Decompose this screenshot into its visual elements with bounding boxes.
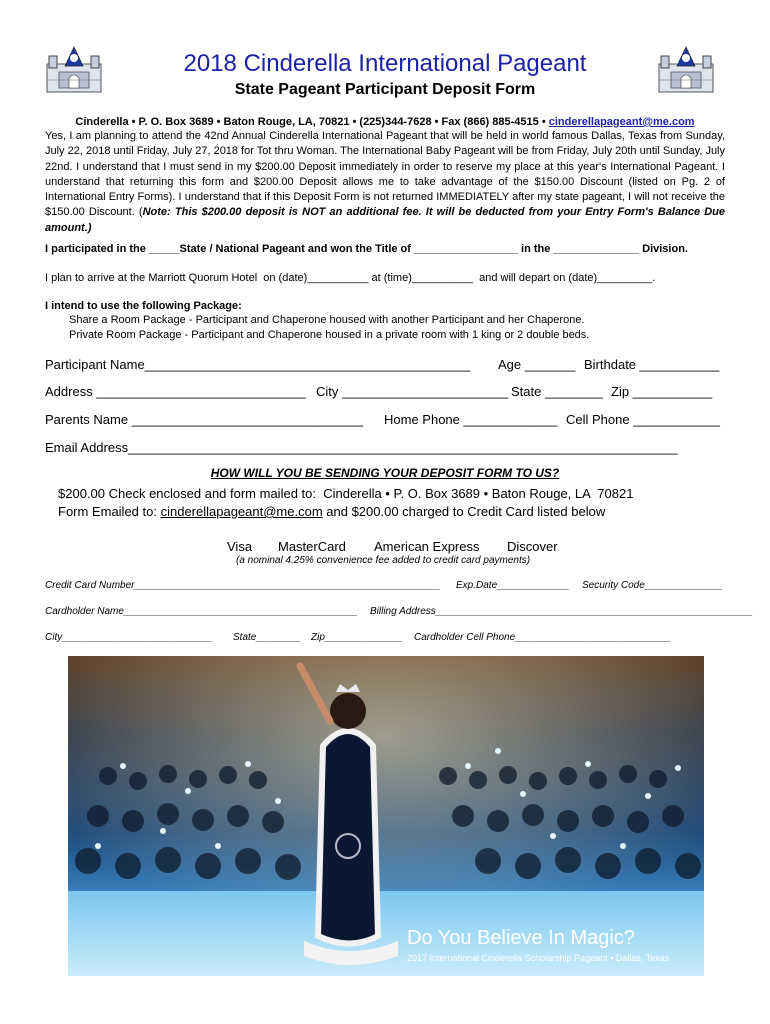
cardholder-name-field[interactable]: Cardholder Name__________________________________________ [45, 606, 358, 617]
city-field[interactable]: City _______________________ [316, 384, 509, 399]
photo-headline: Do You Believe In Magic? [407, 927, 635, 949]
card-option-amex[interactable]: American Express [374, 539, 480, 554]
intro-paragraph [45, 129, 725, 236]
intro-text: Yes, I am planning to attend the 42nd Annual Cinderella International Pageant that will be held in world famous Dallas, Texas from Sunday, July 22, 2018 until Friday, July 27, 2018 for Tot thru Woman. The International Baby Pageant will be from Friday, July 20th until Sunday, July 22nd. I understand that I must send in my $200.00 Deposit immediately in order to reserve my place at this year's International Pageant. I understand that returning this form and $200.00 Deposit allows me to take advantage of the $150.00 Discount (listed on Pg. 2 of International Entry Forms). I understand that if this Deposit Form is not returned IMMEDIATELY after my state pageant, I will not receive the $150.00 Discount. ( [45, 130, 725, 219]
page-title: 2018 Cinderella International Pageant [183, 50, 587, 77]
intro-note: Note: This $200.00 deposit is NOT an additional fee. It will be deducted from your Entry Form's Balance Due amount.) [45, 206, 726, 234]
participation-line[interactable]: I participated in the _____State / National Pageant and won the Title of _________________ in the ______________ Division. [45, 243, 688, 255]
card-number-field[interactable]: Credit Card Number_______________________________________________________ [45, 580, 441, 591]
form-subtitle: State Pageant Participant Deposit Form [234, 81, 536, 98]
deposit-email-suffix: and $200.00 charged to Credit Card listed below [322, 504, 606, 519]
deposit-email-prefix: Form Emailed to: [58, 504, 161, 519]
cardholder-cell-field[interactable]: Cardholder Cell Phone____________________________ [414, 632, 671, 643]
exp-date-field[interactable]: Exp.Date_____________ [456, 580, 570, 591]
billing-address-field[interactable]: Billing Address_________________________________________________________ [370, 606, 753, 617]
deposit-option-email[interactable] [58, 504, 605, 519]
security-code-field[interactable]: Security Code______________ [582, 580, 723, 591]
email-field[interactable]: Email Address____________________________________________________________________________ [45, 440, 678, 455]
contact-line [0, 116, 770, 128]
arrival-line[interactable]: I plan to arrive at the Marriott Quorum Hotel on (date)__________ at (time)__________ and will depart on (date)_________. [45, 272, 656, 284]
card-option-discover[interactable]: Discover [507, 539, 558, 554]
parents-name-field[interactable]: Parents Name ________________________________ [45, 412, 364, 427]
card-option-visa[interactable]: Visa [227, 539, 253, 554]
contact-info: Cinderella • P. O. Box 3689 • Baton Rouge, LA, 70821 • (225)344-7628 • Fax (866) 885-4515 • [75, 116, 549, 128]
contact-email-link[interactable]: cinderellapageant@me.com [548, 116, 695, 128]
deposit-option-check[interactable]: $200.00 Check enclosed and form mailed to: Cinderella • P. O. Box 3689 • Baton Rouge, LA 70821 [58, 486, 634, 501]
card-zip-field[interactable]: Zip______________ [311, 632, 403, 643]
cell-phone-field[interactable]: Cell Phone ____________ [566, 412, 720, 427]
birthdate-field[interactable]: Birthdate ___________ [584, 357, 720, 372]
card-city-field[interactable]: City___________________________ [45, 632, 213, 643]
participant-name-field[interactable]: Participant Name_____________________________________________ [45, 357, 471, 372]
state-field[interactable]: State ________ [511, 384, 603, 399]
card-state-field[interactable]: State________ [233, 632, 301, 643]
deposit-heading: HOW WILL YOU BE SENDING YOUR DEPOSIT FORM TO US? [210, 466, 560, 480]
address-field[interactable]: Address _____________________________ [45, 384, 306, 399]
package-share-option[interactable]: Share a Room Package - Participant and Chaperone housed with another Participant and her Chaperone. [69, 314, 585, 326]
deposit-email-link[interactable]: cinderellapageant@me.com [160, 504, 323, 519]
home-phone-field[interactable]: Home Phone _____________ [384, 412, 558, 427]
package-heading: I intend to use the following Package: [45, 300, 242, 312]
fee-note: (a nominal 4.25% convenience fee added to credit card payments) [236, 555, 531, 566]
age-field[interactable]: Age _______ [498, 357, 576, 372]
package-private-option[interactable]: Private Room Package - Participant and Chaperone housed in a private room with 1 king or 2 double beds. [69, 329, 590, 341]
card-option-mastercard[interactable]: MasterCard [278, 539, 346, 554]
photo-caption: 2017 International Cinderella Scholarship Pageant • Dallas, Texas [407, 953, 670, 963]
zip-field[interactable]: Zip ___________ [611, 384, 713, 399]
